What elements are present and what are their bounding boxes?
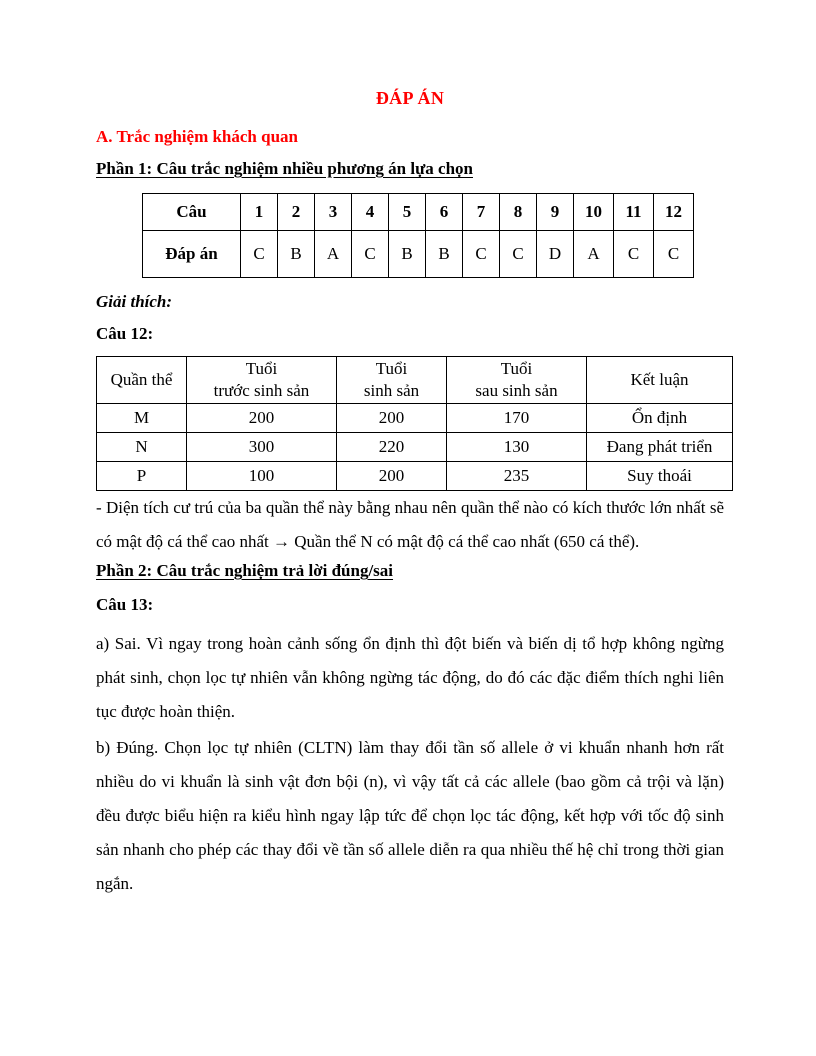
cell-after-p: 235 <box>447 462 587 491</box>
cell-conclusion-n: Đang phát triển <box>587 433 733 462</box>
question-number-4: 4 <box>352 194 389 231</box>
question-number-1: 1 <box>241 194 278 231</box>
cau13-label: Câu 13: <box>96 595 154 614</box>
header-before-line2: trước sinh sản <box>213 381 310 400</box>
cell-after-n: 130 <box>447 433 587 462</box>
part1-heading-text: Phần 1: Câu trắc nghiệm nhiều phương án lựa chọn <box>96 159 473 178</box>
question-number-5: 5 <box>389 194 426 231</box>
answer-value-8: C <box>500 231 537 278</box>
page-title: ĐÁP ÁN <box>375 88 445 108</box>
section-heading-a: A. Trắc nghiệm khách quan <box>96 127 298 146</box>
question-number-11: 11 <box>614 194 654 231</box>
part2-heading-text: Phần 2: Câu trắc nghiệm trả lời đúng/sai <box>96 561 394 580</box>
table-row <box>97 404 733 433</box>
answer-key-table <box>142 193 694 278</box>
part2-heading <box>96 561 724 581</box>
answer-value-6: B <box>426 231 463 278</box>
question-number-3: 3 <box>315 194 352 231</box>
answer-value-2: B <box>278 231 315 278</box>
table-row-answers <box>143 231 694 278</box>
answer-table-row-label-cau: Câu <box>143 194 241 231</box>
part1-heading <box>96 159 724 179</box>
cell-conclusion-m: Ổn định <box>587 404 733 433</box>
explanation-label: Giải thích: <box>96 292 173 311</box>
answer-value-4: C <box>352 231 389 278</box>
statement-a-paragraph: a) Sai. Vì ngay trong hoàn cảnh sống ổn định thì đột biến và biến dị tổ hợp không ngừng phát sinh, chọn lọc tự nhiên vẫn không ngừng tác động, do đó các đặc điểm thích nghi liên tục được hoàn thiện. <box>96 634 724 721</box>
table-row <box>97 433 733 462</box>
answer-value-9: D <box>537 231 574 278</box>
cau12-label: Câu 12: <box>96 324 154 343</box>
answer-value-1: C <box>241 231 278 278</box>
population-table <box>96 356 733 491</box>
question-number-2: 2 <box>278 194 315 231</box>
cell-population-m: M <box>97 404 187 433</box>
answer-value-11: C <box>614 231 654 278</box>
header-after-line2: sau sinh sản <box>475 381 558 400</box>
answer-value-7: C <box>463 231 500 278</box>
question-number-12: 12 <box>654 194 694 231</box>
cell-before-n: 300 <box>187 433 337 462</box>
population-table-header-conclusion <box>587 357 733 404</box>
cau12-explanation-paragraph: - Diện tích cư trú của ba quần thể này bằng nhau nên quần thể nào có kích thước lớn nhất sẽ có mật độ cá thể cao nhất → Quần thể N có mật độ cá thể cao nhất (650 cá thể). <box>96 498 724 551</box>
cell-repro-m: 200 <box>337 404 447 433</box>
cell-repro-p: 200 <box>337 462 447 491</box>
question-number-10: 10 <box>574 194 614 231</box>
population-table-header-after-repro <box>447 357 587 404</box>
header-after-line1: Tuổi <box>500 359 533 378</box>
population-table-header-before-repro <box>187 357 337 404</box>
question-number-6: 6 <box>426 194 463 231</box>
header-conclusion-line1: Kết luận <box>630 370 689 389</box>
answer-value-10: A <box>574 231 614 278</box>
answer-value-3: A <box>315 231 352 278</box>
header-repro-line2: sinh sản <box>363 381 420 400</box>
population-table-header-repro <box>337 357 447 404</box>
table-row-questions <box>143 194 694 231</box>
header-before-line1: Tuổi <box>245 359 278 378</box>
cell-before-p: 100 <box>187 462 337 491</box>
question-number-9: 9 <box>537 194 574 231</box>
question-number-8: 8 <box>500 194 537 231</box>
table-row-header <box>97 357 733 404</box>
population-table-header-population <box>97 357 187 404</box>
header-repro-line1: Tuổi <box>375 359 408 378</box>
cell-before-m: 200 <box>187 404 337 433</box>
table-row <box>97 462 733 491</box>
cell-after-m: 170 <box>447 404 587 433</box>
answer-value-12: C <box>654 231 694 278</box>
cell-population-n: N <box>97 433 187 462</box>
cell-repro-n: 220 <box>337 433 447 462</box>
question-number-7: 7 <box>463 194 500 231</box>
answer-value-5: B <box>389 231 426 278</box>
answer-table-row-label-dapan: Đáp án <box>143 231 241 278</box>
cell-population-p: P <box>97 462 187 491</box>
statement-b-paragraph: b) Đúng. Chọn lọc tự nhiên (CLTN) làm thay đổi tần số allele ở vi khuẩn nhanh hơn rất nhiều do vi khuẩn là sinh vật đơn bội (n), vì vậy tất cả các allele (bao gồm cả trội và lặn) đều được biểu hiện ra kiểu hình ngay lập tức để chọn lọc tác động, kết hợp với tốc độ sinh sản nhanh cho phép các thay đổi về tần số allele diễn ra qua nhiều thế hệ chỉ trong thời gian ngắn. <box>96 738 724 893</box>
header-population-line1: Quần thể <box>110 370 173 389</box>
answer-table-container <box>96 193 724 278</box>
cell-conclusion-p: Suy thoái <box>587 462 733 491</box>
